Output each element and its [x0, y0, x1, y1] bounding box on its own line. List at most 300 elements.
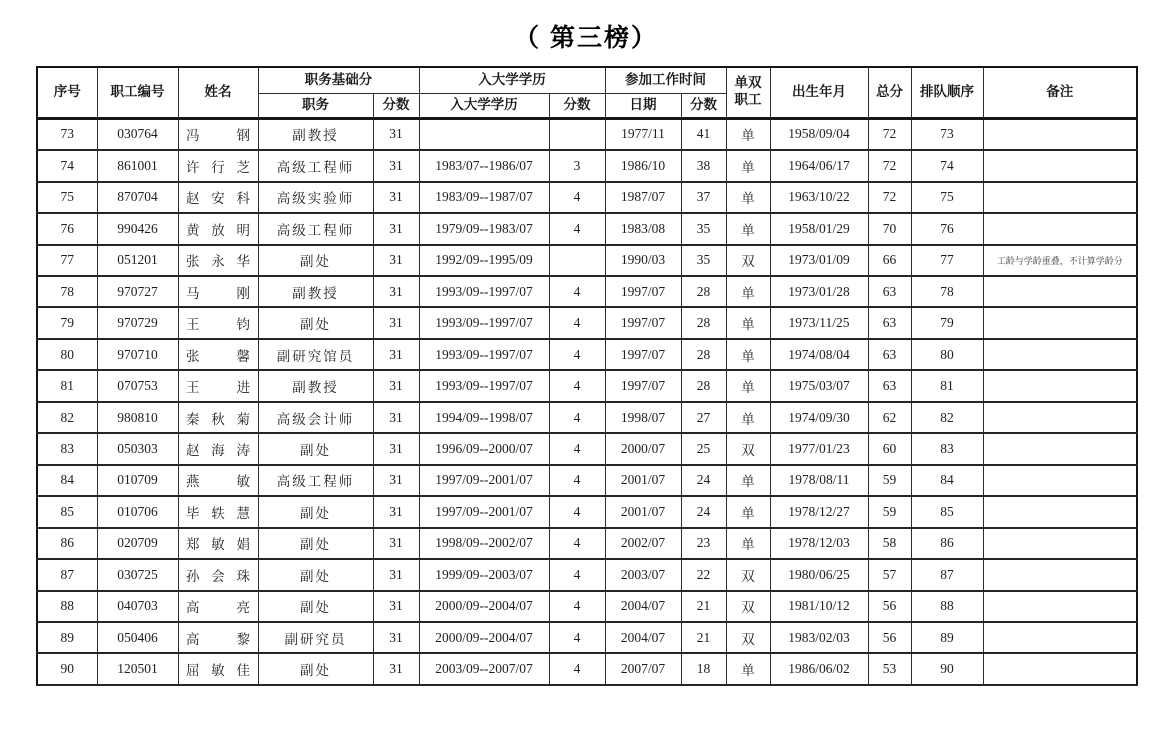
cell-birth-date: 1978/08/11	[770, 465, 868, 496]
employee-name: 高黎	[186, 631, 250, 647]
cell-work-score: 28	[681, 276, 726, 307]
cell-queue-order: 74	[911, 150, 983, 181]
cell-birth-date: 1983/02/03	[770, 622, 868, 653]
header-total-score: 总分	[868, 67, 911, 118]
cell-birth-date: 1980/06/25	[770, 559, 868, 590]
cell-education-score: 4	[549, 370, 605, 401]
cell-queue-order: 86	[911, 528, 983, 559]
cell-employee-id: 050303	[97, 433, 178, 464]
cell-serial: 77	[37, 245, 97, 276]
cell-employee-id: 861001	[97, 150, 178, 181]
cell-work-date: 1997/07	[605, 276, 681, 307]
cell-remarks	[983, 559, 1137, 590]
cell-birth-date: 1978/12/27	[770, 496, 868, 527]
cell-work-date: 1986/10	[605, 150, 681, 181]
table-header	[37, 67, 1137, 118]
cell-name	[178, 559, 258, 590]
cell-position-score: 31	[373, 465, 419, 496]
cell-position: 高级会计师	[258, 402, 373, 433]
cell-total-score: 63	[868, 339, 911, 370]
cell-position-score: 31	[373, 653, 419, 685]
cell-single-double: 双	[726, 559, 770, 590]
cell-education: 1996/09--2000/07	[419, 433, 549, 464]
cell-serial: 82	[37, 402, 97, 433]
header-education: 入大学学历	[419, 93, 549, 118]
cell-birth-date: 1958/01/29	[770, 213, 868, 244]
cell-remarks	[983, 496, 1137, 527]
employee-name: 郑敏娟	[186, 537, 250, 553]
cell-education-score: 4	[549, 402, 605, 433]
header-remarks: 备注	[983, 67, 1137, 118]
cell-single-double: 双	[726, 591, 770, 622]
cell-education: 1997/09--2001/07	[419, 496, 549, 527]
header-position-group: 职务基础分	[258, 67, 419, 93]
cell-education: 1994/09--1998/07	[419, 402, 549, 433]
cell-position: 副处	[258, 591, 373, 622]
cell-serial: 90	[37, 653, 97, 685]
table-row	[37, 213, 1137, 244]
cell-serial: 86	[37, 528, 97, 559]
cell-work-date: 1977/11	[605, 118, 681, 150]
table-row	[37, 622, 1137, 653]
cell-work-score: 35	[681, 245, 726, 276]
cell-queue-order: 73	[911, 118, 983, 150]
cell-total-score: 62	[868, 402, 911, 433]
cell-serial: 83	[37, 433, 97, 464]
cell-remarks	[983, 213, 1137, 244]
cell-work-date: 1983/08	[605, 213, 681, 244]
cell-education: 2000/09--2004/07	[419, 622, 549, 653]
cell-serial: 80	[37, 339, 97, 370]
cell-queue-order: 83	[911, 433, 983, 464]
cell-single-double: 单	[726, 528, 770, 559]
cell-remarks	[983, 402, 1137, 433]
cell-work-score: 25	[681, 433, 726, 464]
cell-education-score: 4	[549, 465, 605, 496]
cell-remarks	[983, 118, 1137, 150]
cell-single-double: 双	[726, 622, 770, 653]
cell-work-date: 1998/07	[605, 402, 681, 433]
cell-education-score	[549, 118, 605, 150]
cell-education-score: 3	[549, 150, 605, 181]
cell-education-score: 4	[549, 433, 605, 464]
employee-name: 毕轶慧	[186, 505, 250, 521]
header-position: 职务	[258, 93, 373, 118]
header-work-group: 参加工作时间	[605, 67, 726, 93]
cell-total-score: 70	[868, 213, 911, 244]
header-work-date: 日期	[605, 93, 681, 118]
cell-position-score: 31	[373, 622, 419, 653]
cell-education: 1993/09--1997/07	[419, 370, 549, 401]
cell-education: 1997/09--2001/07	[419, 465, 549, 496]
cell-employee-id: 050406	[97, 622, 178, 653]
table-row	[37, 653, 1137, 685]
cell-education-score	[549, 245, 605, 276]
cell-work-date: 2004/07	[605, 591, 681, 622]
page-title: （ 第三榜）	[514, 24, 658, 52]
header-employee-id: 职工编号	[97, 67, 178, 118]
cell-serial: 88	[37, 591, 97, 622]
header-serial: 序号	[37, 67, 97, 118]
cell-education	[419, 118, 549, 150]
cell-employee-id: 980810	[97, 402, 178, 433]
employee-name: 屈敏佳	[186, 663, 250, 679]
employee-name: 王钧	[186, 317, 250, 333]
cell-work-date: 2003/07	[605, 559, 681, 590]
employee-name: 冯钢	[186, 128, 250, 144]
cell-work-score: 35	[681, 213, 726, 244]
cell-position-score: 31	[373, 118, 419, 150]
cell-position-score: 31	[373, 559, 419, 590]
cell-work-date: 1997/07	[605, 307, 681, 338]
cell-employee-id: 870704	[97, 182, 178, 213]
cell-education-score: 4	[549, 213, 605, 244]
cell-birth-date: 1963/10/22	[770, 182, 868, 213]
header-education-score: 分数	[549, 93, 605, 118]
cell-single-double: 单	[726, 496, 770, 527]
cell-name	[178, 276, 258, 307]
cell-employee-id: 040703	[97, 591, 178, 622]
table-row	[37, 433, 1137, 464]
cell-position-score: 31	[373, 339, 419, 370]
cell-work-score: 18	[681, 653, 726, 685]
cell-position: 副处	[258, 245, 373, 276]
cell-total-score: 72	[868, 150, 911, 181]
employee-name: 张永华	[186, 254, 250, 270]
cell-position: 副处	[258, 433, 373, 464]
cell-position: 副教授	[258, 276, 373, 307]
cell-position: 高级工程师	[258, 150, 373, 181]
cell-serial: 89	[37, 622, 97, 653]
cell-employee-id: 970710	[97, 339, 178, 370]
cell-position: 副处	[258, 496, 373, 527]
cell-work-date: 1990/03	[605, 245, 681, 276]
cell-education: 1983/07--1986/07	[419, 150, 549, 181]
cell-queue-order: 81	[911, 370, 983, 401]
header-education-group: 入大学学历	[419, 67, 605, 93]
cell-education-score: 4	[549, 182, 605, 213]
cell-name	[178, 528, 258, 559]
cell-work-score: 24	[681, 465, 726, 496]
cell-remarks	[983, 653, 1137, 685]
cell-position-score: 31	[373, 591, 419, 622]
cell-birth-date: 1973/01/09	[770, 245, 868, 276]
employee-name: 赵安科	[186, 191, 250, 207]
cell-name	[178, 213, 258, 244]
cell-name	[178, 307, 258, 338]
cell-name	[178, 465, 258, 496]
cell-single-double: 单	[726, 370, 770, 401]
cell-total-score: 63	[868, 307, 911, 338]
cell-name	[178, 591, 258, 622]
cell-education: 2003/09--2007/07	[419, 653, 549, 685]
table-row	[37, 559, 1137, 590]
cell-total-score: 60	[868, 433, 911, 464]
cell-name	[178, 370, 258, 401]
cell-position-score: 31	[373, 182, 419, 213]
cell-employee-id: 030725	[97, 559, 178, 590]
cell-total-score: 72	[868, 182, 911, 213]
cell-name	[178, 118, 258, 150]
cell-queue-order: 77	[911, 245, 983, 276]
cell-work-date: 2004/07	[605, 622, 681, 653]
cell-position: 副研究员	[258, 622, 373, 653]
cell-birth-date: 1974/09/30	[770, 402, 868, 433]
cell-total-score: 58	[868, 528, 911, 559]
cell-education-score: 4	[549, 276, 605, 307]
cell-education-score: 4	[549, 559, 605, 590]
cell-birth-date: 1975/03/07	[770, 370, 868, 401]
employee-name: 孙会珠	[186, 568, 250, 584]
cell-work-score: 27	[681, 402, 726, 433]
cell-position-score: 31	[373, 370, 419, 401]
ranking-table	[36, 66, 1138, 686]
cell-remarks	[983, 339, 1137, 370]
cell-total-score: 53	[868, 653, 911, 685]
table-row	[37, 245, 1137, 276]
table-row	[37, 402, 1137, 433]
cell-remarks	[983, 622, 1137, 653]
cell-single-double: 单	[726, 402, 770, 433]
cell-education: 1999/09--2003/07	[419, 559, 549, 590]
cell-single-double: 单	[726, 182, 770, 213]
table-row	[37, 496, 1137, 527]
cell-serial: 87	[37, 559, 97, 590]
employee-name: 马刚	[186, 285, 250, 301]
cell-name	[178, 653, 258, 685]
table-body	[37, 118, 1137, 685]
cell-remarks: 工龄与学龄重叠，不计算学龄分	[983, 245, 1137, 276]
cell-single-double: 单	[726, 307, 770, 338]
cell-remarks	[983, 307, 1137, 338]
cell-total-score: 66	[868, 245, 911, 276]
cell-work-score: 37	[681, 182, 726, 213]
cell-total-score: 63	[868, 276, 911, 307]
employee-name: 秦秋菊	[186, 411, 250, 427]
cell-name	[178, 339, 258, 370]
cell-total-score: 72	[868, 118, 911, 150]
cell-queue-order: 76	[911, 213, 983, 244]
cell-single-double: 单	[726, 118, 770, 150]
cell-position: 高级实验师	[258, 182, 373, 213]
cell-name	[178, 622, 258, 653]
cell-queue-order: 78	[911, 276, 983, 307]
table-row	[37, 307, 1137, 338]
cell-remarks	[983, 150, 1137, 181]
table-row	[37, 118, 1137, 150]
employee-name: 王进	[186, 380, 250, 396]
cell-serial: 84	[37, 465, 97, 496]
cell-queue-order: 87	[911, 559, 983, 590]
cell-birth-date: 1958/09/04	[770, 118, 868, 150]
cell-remarks	[983, 276, 1137, 307]
cell-work-date: 2001/07	[605, 465, 681, 496]
cell-work-date: 2007/07	[605, 653, 681, 685]
cell-single-double: 双	[726, 433, 770, 464]
cell-work-score: 28	[681, 370, 726, 401]
cell-work-score: 28	[681, 307, 726, 338]
cell-queue-order: 90	[911, 653, 983, 685]
cell-queue-order: 88	[911, 591, 983, 622]
cell-remarks	[983, 465, 1137, 496]
cell-work-date: 2002/07	[605, 528, 681, 559]
cell-name	[178, 182, 258, 213]
cell-position: 副处	[258, 528, 373, 559]
cell-work-date: 1997/07	[605, 370, 681, 401]
cell-education-score: 4	[549, 653, 605, 685]
cell-education: 1983/09--1987/07	[419, 182, 549, 213]
cell-single-double: 单	[726, 276, 770, 307]
cell-position: 副处	[258, 307, 373, 338]
cell-position-score: 31	[373, 433, 419, 464]
cell-name	[178, 150, 258, 181]
cell-employee-id: 970727	[97, 276, 178, 307]
header-birth-date: 出生年月	[770, 67, 868, 118]
cell-birth-date: 1973/01/28	[770, 276, 868, 307]
cell-name	[178, 496, 258, 527]
cell-position-score: 31	[373, 402, 419, 433]
cell-education: 2000/09--2004/07	[419, 591, 549, 622]
cell-work-score: 23	[681, 528, 726, 559]
table-row	[37, 370, 1137, 401]
cell-serial: 74	[37, 150, 97, 181]
cell-work-score: 21	[681, 591, 726, 622]
table-row	[37, 528, 1137, 559]
cell-remarks	[983, 182, 1137, 213]
table-row	[37, 182, 1137, 213]
cell-employee-id: 010709	[97, 465, 178, 496]
cell-work-score: 21	[681, 622, 726, 653]
header-position-score: 分数	[373, 93, 419, 118]
cell-queue-order: 89	[911, 622, 983, 653]
cell-birth-date: 1977/01/23	[770, 433, 868, 464]
cell-single-double: 双	[726, 245, 770, 276]
header-name: 姓名	[178, 67, 258, 118]
cell-serial: 81	[37, 370, 97, 401]
employee-name: 黄放明	[186, 222, 250, 238]
cell-education-score: 4	[549, 339, 605, 370]
cell-queue-order: 79	[911, 307, 983, 338]
cell-position-score: 31	[373, 276, 419, 307]
cell-position: 副教授	[258, 118, 373, 150]
cell-work-date: 1987/07	[605, 182, 681, 213]
cell-education: 1993/09--1997/07	[419, 339, 549, 370]
header-work-score: 分数	[681, 93, 726, 118]
cell-serial: 76	[37, 213, 97, 244]
cell-work-score: 22	[681, 559, 726, 590]
employee-name: 张馨	[186, 348, 250, 364]
cell-position-score: 31	[373, 528, 419, 559]
cell-employee-id: 970729	[97, 307, 178, 338]
cell-work-score: 28	[681, 339, 726, 370]
cell-single-double: 单	[726, 465, 770, 496]
cell-queue-order: 82	[911, 402, 983, 433]
cell-position-score: 31	[373, 150, 419, 181]
cell-name	[178, 402, 258, 433]
cell-position: 高级工程师	[258, 465, 373, 496]
cell-employee-id: 020709	[97, 528, 178, 559]
cell-education: 1992/09--1995/09	[419, 245, 549, 276]
cell-employee-id: 010706	[97, 496, 178, 527]
cell-employee-id: 990426	[97, 213, 178, 244]
cell-position: 高级工程师	[258, 213, 373, 244]
table-row	[37, 465, 1137, 496]
cell-queue-order: 80	[911, 339, 983, 370]
cell-work-date: 2000/07	[605, 433, 681, 464]
cell-education-score: 4	[549, 307, 605, 338]
cell-position: 副研究馆员	[258, 339, 373, 370]
cell-position: 副处	[258, 559, 373, 590]
cell-name	[178, 433, 258, 464]
cell-birth-date: 1974/08/04	[770, 339, 868, 370]
cell-employee-id: 120501	[97, 653, 178, 685]
cell-queue-order: 75	[911, 182, 983, 213]
cell-position: 副教授	[258, 370, 373, 401]
cell-serial: 78	[37, 276, 97, 307]
cell-employee-id: 070753	[97, 370, 178, 401]
cell-remarks	[983, 528, 1137, 559]
cell-total-score: 56	[868, 591, 911, 622]
cell-employee-id: 030764	[97, 118, 178, 150]
table-row	[37, 276, 1137, 307]
cell-education: 1979/09--1983/07	[419, 213, 549, 244]
cell-employee-id: 051201	[97, 245, 178, 276]
table-row	[37, 150, 1137, 181]
cell-birth-date: 1964/06/17	[770, 150, 868, 181]
cell-work-score: 41	[681, 118, 726, 150]
cell-queue-order: 85	[911, 496, 983, 527]
cell-education: 1993/09--1997/07	[419, 276, 549, 307]
cell-position: 副处	[258, 653, 373, 685]
cell-education-score: 4	[549, 591, 605, 622]
cell-work-score: 38	[681, 150, 726, 181]
cell-single-double: 单	[726, 213, 770, 244]
cell-remarks	[983, 433, 1137, 464]
cell-education-score: 4	[549, 496, 605, 527]
cell-position-score: 31	[373, 307, 419, 338]
cell-total-score: 59	[868, 496, 911, 527]
cell-serial: 85	[37, 496, 97, 527]
cell-serial: 79	[37, 307, 97, 338]
header-row-group	[37, 67, 1137, 93]
cell-work-score: 24	[681, 496, 726, 527]
cell-serial: 73	[37, 118, 97, 150]
cell-birth-date: 1978/12/03	[770, 528, 868, 559]
employee-name: 燕敏	[186, 474, 250, 490]
cell-total-score: 57	[868, 559, 911, 590]
cell-birth-date: 1981/10/12	[770, 591, 868, 622]
cell-remarks	[983, 370, 1137, 401]
cell-education: 1993/09--1997/07	[419, 307, 549, 338]
cell-work-date: 1997/07	[605, 339, 681, 370]
cell-total-score: 63	[868, 370, 911, 401]
header-single-double: 单双职工	[726, 67, 770, 118]
cell-education-score: 4	[549, 528, 605, 559]
cell-name	[178, 245, 258, 276]
cell-total-score: 56	[868, 622, 911, 653]
employee-name: 赵海涛	[186, 442, 250, 458]
employee-name: 高亮	[186, 600, 250, 616]
cell-position-score: 31	[373, 245, 419, 276]
cell-birth-date: 1986/06/02	[770, 653, 868, 685]
cell-education: 1998/09--2002/07	[419, 528, 549, 559]
cell-work-date: 2001/07	[605, 496, 681, 527]
cell-single-double: 单	[726, 150, 770, 181]
cell-position-score: 31	[373, 213, 419, 244]
cell-queue-order: 84	[911, 465, 983, 496]
cell-position-score: 31	[373, 496, 419, 527]
cell-education-score: 4	[549, 622, 605, 653]
